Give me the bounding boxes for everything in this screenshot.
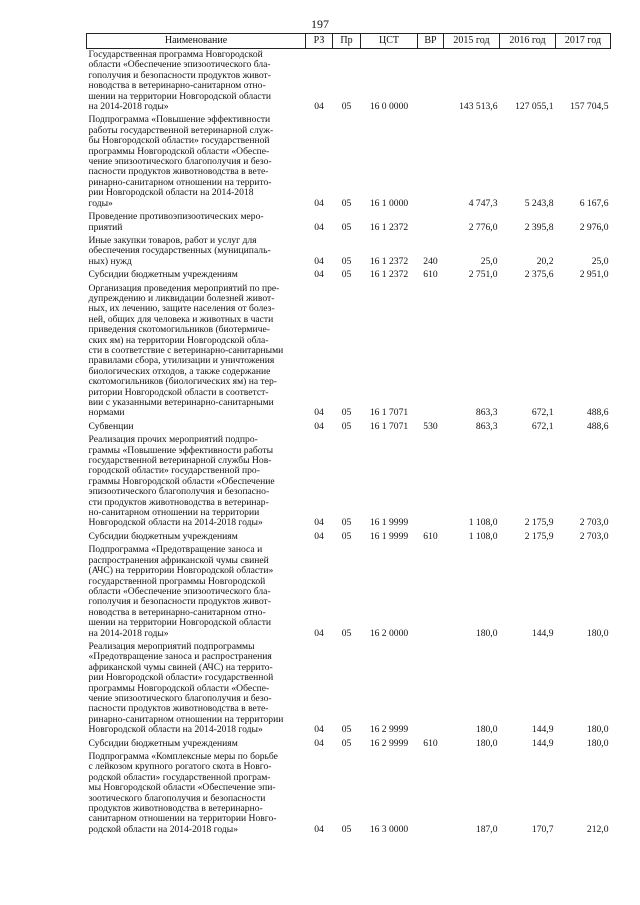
- row-pr-cell: 05: [341, 101, 352, 113]
- row-name-cell: Субвенции: [88, 420, 134, 432]
- column-header-2016: 2016 год: [500, 34, 556, 49]
- row-rz-cell: 04: [314, 627, 324, 639]
- row-2016-cell: 2 175,9: [524, 530, 554, 542]
- row-cst-cell: 16 2 9999: [369, 737, 409, 749]
- row-2017-cell: 2 976,0: [579, 221, 609, 233]
- row-name-cell: Организация проведения мероприятий по пре- дупреждению и ликвидации болезней живот- ных, их лечению, защите населения от болез- ней, общих для человека и животных в части приведения скотомогильников (биотермиче- ских ям) на территории Новгородской обла- сти в соответствие с ветеринарно-санитарными правилами сбора, утилизации и уничтожения биологических отходов, а также содержание скотомогильников (биологических ям) на тер- ритории Новгородской области в соответст- вии с указанными ветеринарно-санитарными нормами: [88, 282, 284, 419]
- row-rz-cell: 04: [314, 517, 324, 529]
- row-2015-cell: 863,3: [475, 407, 498, 419]
- row-2015-cell: 25,0: [480, 255, 498, 267]
- row-2017-cell: 157 704,5: [570, 101, 609, 113]
- row-name-cell: Субсидии бюджетным учреждениям: [88, 530, 238, 542]
- row-2015-cell: 180,0: [475, 724, 498, 736]
- row-rz-cell: 04: [314, 101, 324, 113]
- row-rz-cell: 04: [314, 197, 324, 209]
- row-rz-cell: 04: [314, 269, 324, 281]
- row-2016-cell: 170,7: [531, 823, 554, 835]
- table-row: [87, 49, 611, 115]
- row-vr-cell: [418, 434, 444, 531]
- row-rz-cell: 04: [314, 737, 324, 749]
- row-cst-cell: 16 3 0000: [369, 823, 409, 835]
- row-vr-cell: [418, 211, 444, 235]
- row-vr-cell: [418, 751, 444, 837]
- row-cst-cell: 16 2 0000: [369, 627, 409, 639]
- row-2016-cell: 2 395,8: [524, 221, 554, 233]
- row-pr-cell: 05: [341, 420, 352, 432]
- table-row: [87, 211, 611, 235]
- table-header-row: [87, 34, 611, 49]
- row-pr-cell: 05: [341, 407, 352, 419]
- row-2016-cell: 5 243,8: [524, 197, 554, 209]
- table-row: [87, 235, 611, 269]
- row-2015-cell: 863,3: [475, 420, 498, 432]
- row-2015-cell: 1 108,0: [468, 530, 498, 542]
- row-vr-cell: 610: [423, 269, 438, 281]
- row-2015-cell: 1 108,0: [468, 517, 498, 529]
- row-2017-cell: 2 703,0: [579, 517, 609, 529]
- column-header-2017: 2017 год: [556, 34, 611, 49]
- row-name-cell: Иные закупки товаров, работ и услуг для обеспечения государственных (муниципаль- ных) нужд: [88, 234, 271, 267]
- row-vr-cell: [418, 544, 444, 641]
- row-cst-cell: 16 1 2372: [369, 221, 409, 233]
- row-2016-cell: 127 055,1: [515, 101, 554, 113]
- row-pr-cell: 05: [341, 517, 352, 529]
- table-row: [87, 421, 611, 434]
- row-2016-cell: 144,9: [531, 724, 554, 736]
- row-2017-cell: 488,6: [586, 407, 609, 419]
- row-pr-cell: 05: [341, 823, 352, 835]
- row-cst-cell: 16 1 9999: [369, 517, 409, 529]
- row-cst-cell: 16 1 0000: [369, 197, 409, 209]
- row-2016-cell: 2 175,9: [524, 517, 554, 529]
- row-2015-cell: 2 776,0: [468, 221, 498, 233]
- row-cst-cell: 16 1 9999: [369, 530, 409, 542]
- row-2015-cell: 187,0: [475, 823, 498, 835]
- row-2016-cell: 2 375,6: [524, 269, 554, 281]
- budget-table: [86, 33, 611, 837]
- row-2015-cell: 4 747,3: [468, 197, 498, 209]
- column-header-rz: РЗ: [306, 34, 333, 49]
- table-row: [87, 269, 611, 282]
- column-header-name: Наименование: [87, 34, 306, 49]
- row-name-cell: Субсидии бюджетным учреждениям: [88, 269, 238, 281]
- table-row: [87, 544, 611, 641]
- row-vr-cell: 610: [423, 737, 438, 749]
- row-pr-cell: 05: [341, 737, 352, 749]
- row-rz-cell: 04: [314, 255, 324, 267]
- row-2015-cell: 2 751,0: [468, 269, 498, 281]
- row-rz-cell: 04: [314, 530, 324, 542]
- row-2016-cell: 672,1: [531, 407, 554, 419]
- row-vr-cell: [418, 114, 444, 211]
- row-2017-cell: 6 167,6: [579, 197, 609, 209]
- row-cst-cell: 16 1 7071: [369, 420, 409, 432]
- row-2015-cell: 143 513,6: [459, 101, 498, 113]
- row-2016-cell: 672,1: [531, 420, 554, 432]
- row-2017-cell: 2 703,0: [579, 530, 609, 542]
- row-rz-cell: 04: [314, 221, 324, 233]
- row-vr-cell: [418, 641, 444, 738]
- table-row: [87, 283, 611, 421]
- row-2016-cell: 144,9: [531, 627, 554, 639]
- table-row: [87, 434, 611, 531]
- row-pr-cell: 05: [341, 221, 352, 233]
- row-2017-cell: 212,0: [586, 823, 609, 835]
- row-name-cell: Проведение противоэпизоотических меро- приятий: [88, 211, 264, 233]
- row-2015-cell: 180,0: [475, 627, 498, 639]
- table-row: [87, 531, 611, 544]
- row-2017-cell: 25,0: [591, 255, 609, 267]
- row-name-cell: Подпрограмма «Комплексные меры по борьбе с лейкозом крупного рогатого скота в Новго- родской области» государственной програм- мы Новгородской области «Обеспечение эпи- зоотического благополучия и безопасности продуктов животноводства в ветеринарно- санитарном отношении на территории Новго- родской области на 2014-2018 годы»: [88, 751, 278, 835]
- row-vr-cell: [418, 283, 444, 421]
- row-rz-cell: 04: [314, 724, 324, 736]
- row-2017-cell: 180,0: [586, 627, 609, 639]
- table-row: [87, 738, 611, 751]
- column-header-vr: ВР: [418, 34, 444, 49]
- row-vr-cell: [418, 49, 444, 115]
- row-pr-cell: 05: [341, 530, 352, 542]
- row-rz-cell: 04: [314, 407, 324, 419]
- row-vr-cell: 240: [423, 255, 438, 267]
- row-rz-cell: 04: [314, 823, 324, 835]
- row-cst-cell: 16 2 9999: [369, 724, 409, 736]
- row-name-cell: Подпрограмма «Предотвращение заноса и распространения африканской чумы свиней (АЧС) на территории Новгородской области» государственной программы Новгородской области «Обеспечение эпизоотического бла- гополучия и безопасности продуктов живот- новодства в ветеринарно-санитарном отно- шении на территории Новгородской области на 2014-2018 годы»: [88, 544, 274, 639]
- row-rz-cell: 04: [314, 420, 324, 432]
- row-2015-cell: 180,0: [475, 737, 498, 749]
- row-2017-cell: 180,0: [586, 737, 609, 749]
- row-pr-cell: 05: [341, 255, 352, 267]
- page-number: 197: [311, 17, 329, 31]
- row-2016-cell: 20,2: [536, 255, 554, 267]
- row-vr-cell: 530: [423, 420, 438, 432]
- row-2017-cell: 2 951,0: [579, 269, 609, 281]
- column-header-2015: 2015 год: [444, 34, 500, 49]
- column-header-pr: Пр: [333, 34, 361, 49]
- table-body: [87, 49, 611, 838]
- row-2016-cell: 144,9: [531, 737, 554, 749]
- table-row: [87, 114, 611, 211]
- row-cst-cell: 16 1 2372: [369, 269, 409, 281]
- row-vr-cell: 610: [423, 530, 438, 542]
- column-header-cst: ЦСТ: [361, 34, 418, 49]
- row-2017-cell: 488,6: [586, 420, 609, 432]
- row-pr-cell: 05: [341, 197, 352, 209]
- row-name-cell: Государственная программа Новгородской области «Обеспечение эпизоотического бла- гополучия и безопасности продуктов живот- новодства в ветеринарно-санитарном отно- шении на территории Новгородской области на 2014-2018 годы»: [88, 49, 272, 113]
- row-cst-cell: 16 1 2372: [369, 255, 409, 267]
- row-2017-cell: 180,0: [586, 724, 609, 736]
- row-name-cell: Реализация прочих мероприятий подпро- граммы «Повышение эффективности работы государственной ветеринарной службы Нов- городской области» государственной про- граммы Новгородской области «Обеспечение эпизоотического благополучия и безопасно- сти продуктов животноводства в ветеринар- но-санитарном отношении на территории Новгородской области на 2014-2018 годы»: [88, 434, 275, 529]
- row-pr-cell: 05: [341, 724, 352, 736]
- row-pr-cell: 05: [341, 627, 352, 639]
- row-cst-cell: 16 0 0000: [369, 101, 409, 113]
- row-name-cell: Подпрограмма «Повышение эффективности работы государственной ветеринарной служ- бы Новгородской области» государственной программы Новгородской области «Обеспе- чение эпизоотического благополучия и безо- пасности продуктов животноводства в вете- ринарно-санитарном отношении на террито- рии Новгородской области на 2014-2018 годы»: [88, 114, 274, 209]
- table-row: [87, 641, 611, 738]
- row-name-cell: Реализация мероприятий подпрограммы «Предотвращение заноса и распространения африканской чумы свиней (АЧС) на террито- рии Новгородской области» государственной программы Новгородской области «Обеспе- чение эпизоотического благополучия и безо- пасности продуктов животноводства в вете- ринарно-санитарном отношении на территории Новгородской области на 2014-2018 годы»: [88, 640, 284, 736]
- row-name-cell: Субсидии бюджетным учреждениям: [88, 737, 238, 749]
- table-row: [87, 751, 611, 837]
- row-pr-cell: 05: [341, 269, 352, 281]
- row-cst-cell: 16 1 7071: [369, 407, 409, 419]
